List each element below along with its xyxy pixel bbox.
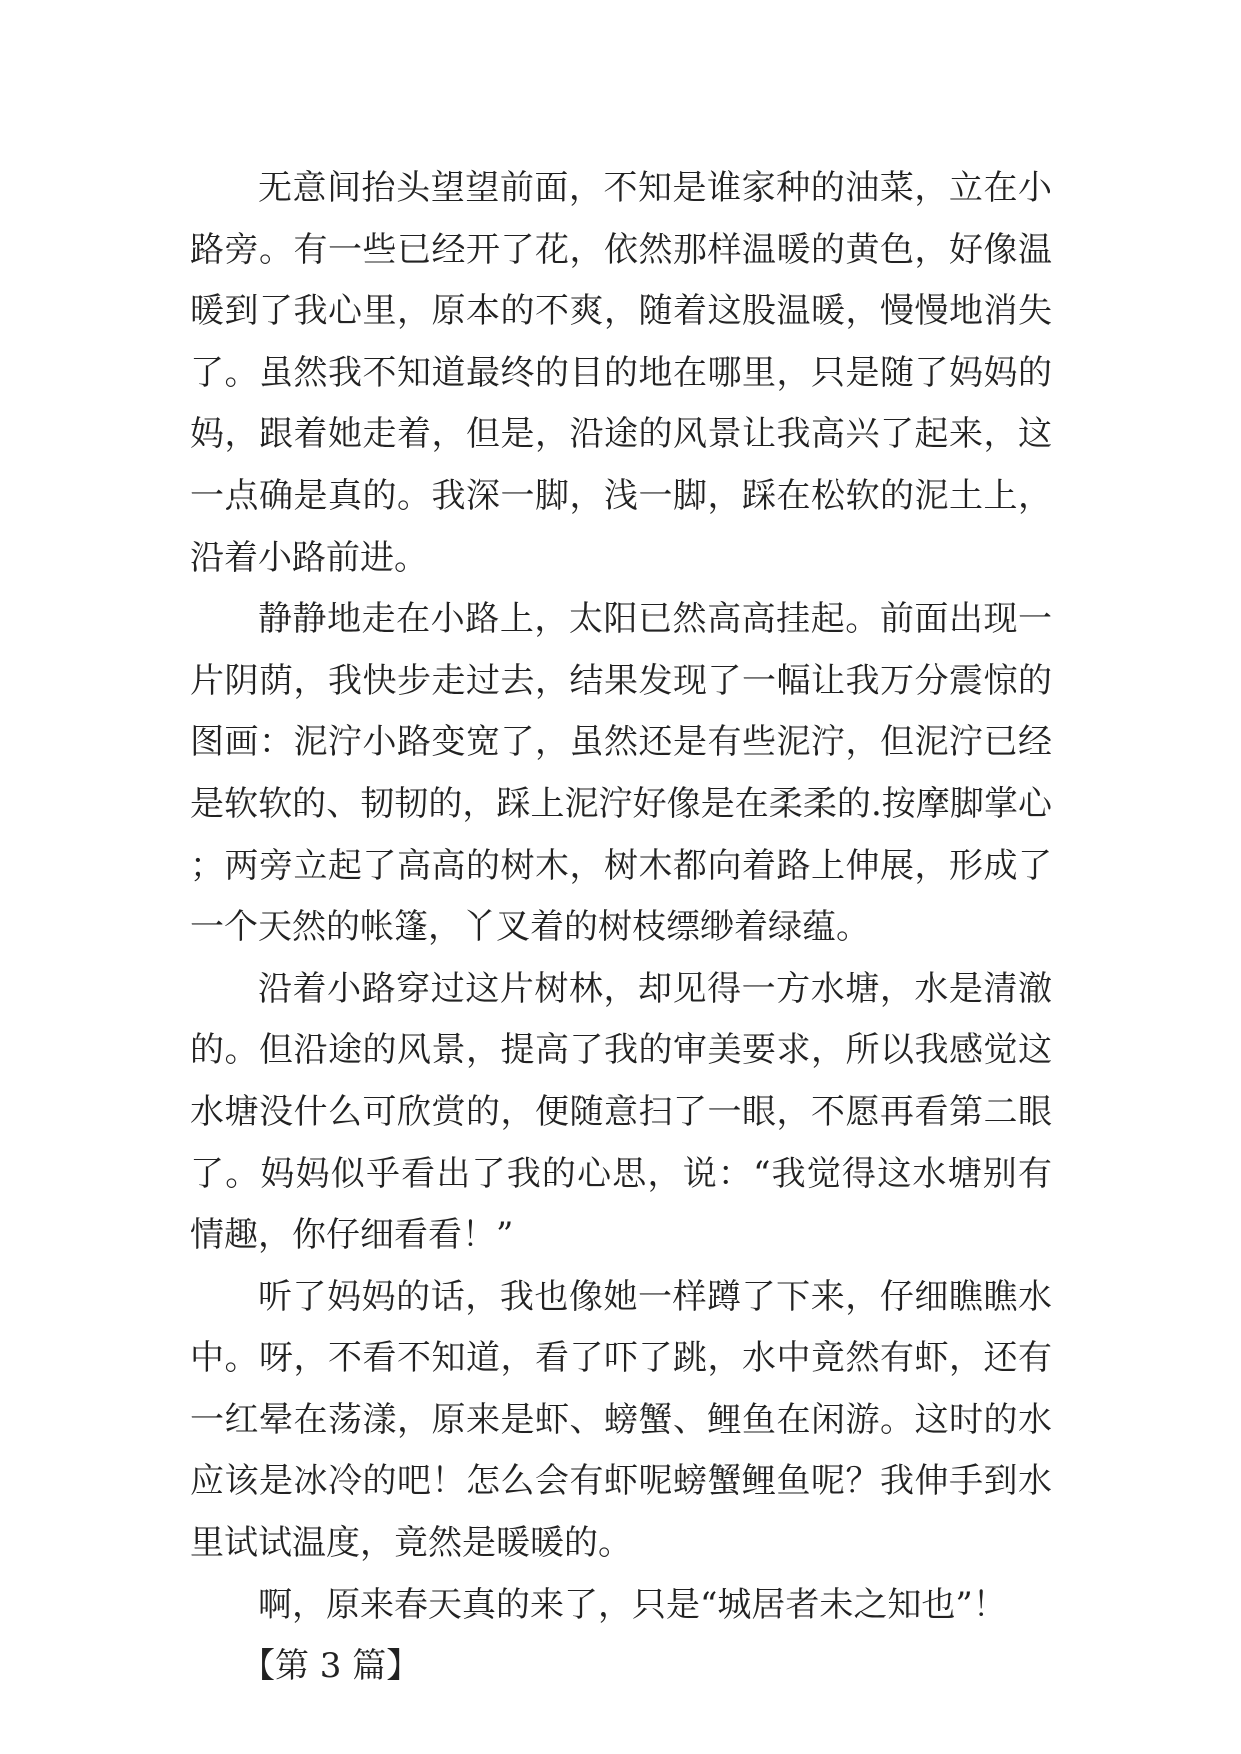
paragraph-forest-path: 静静地走在小路上，太阳已然高高挂起。前面出现一片阴荫，我快步走过去，结果发现了一幅让我万分震惊的图画：泥泞小路变宽了，虽然还是有些泥泞，但泥泞已经是软软的、韧韧的，踩上泥泞好像是在柔柔的.按摩脚掌心；两旁立起了高高的树木，树木都向着路上伸展，形成了一个天然的帐篷，丫叉着的树枝缥缈着绿蕴。 — [190, 599, 1052, 948]
paragraph-shrimp: 听了妈妈的话，我也像她一样蹲了下来，仔细瞧瞧水中。呀，不看不知道，看了吓了跳，水中竟然有虾，还有一红晕在荡漾，原来是虾、螃蟹、鲤鱼在闲游。这时的水应该是冰冷的吧！怎么会有虾呢螃蟹鲤鱼呢？我伸手到水里试试温度，竟然是暖暖的。 — [190, 1276, 1052, 1564]
section-heading: 【第 3 篇】 — [241, 1646, 421, 1687]
paragraph-spring: 啊，原来春天真的来了，只是“城居者未之知也”！ — [258, 1584, 1007, 1625]
paragraph-rapeseed: 无意间抬头望望前面，不知是谁家种的油菜，立在小路旁。有一些已经开了花，依然那样温暖的黄色，好像温暖到了我心里，原本的不爽，随着这股温暖，慢慢地消失了。虽然我不知道最终的目的地在哪里，只是随了妈妈的妈，跟着她走着，但是，沿途的风景让我高兴了起来，这一点确是真的。我深一脚，浅一脚，踩在松软的泥土上，沿着小路前进。 — [190, 168, 1052, 578]
paragraph-pond: 沿着小路穿过这片树林，却见得一方水塘，水是清澈的。但沿途的风景，提高了我的审美要求，所以我感觉这水塘没什么可欣赏的，便随意扫了一眼，不愿再看第二眼了。妈妈似乎看出了我的心思，说：“我觉得这水塘别有情趣，你仔细看看！” — [190, 968, 1052, 1256]
document-body — [190, 158, 1052, 1698]
